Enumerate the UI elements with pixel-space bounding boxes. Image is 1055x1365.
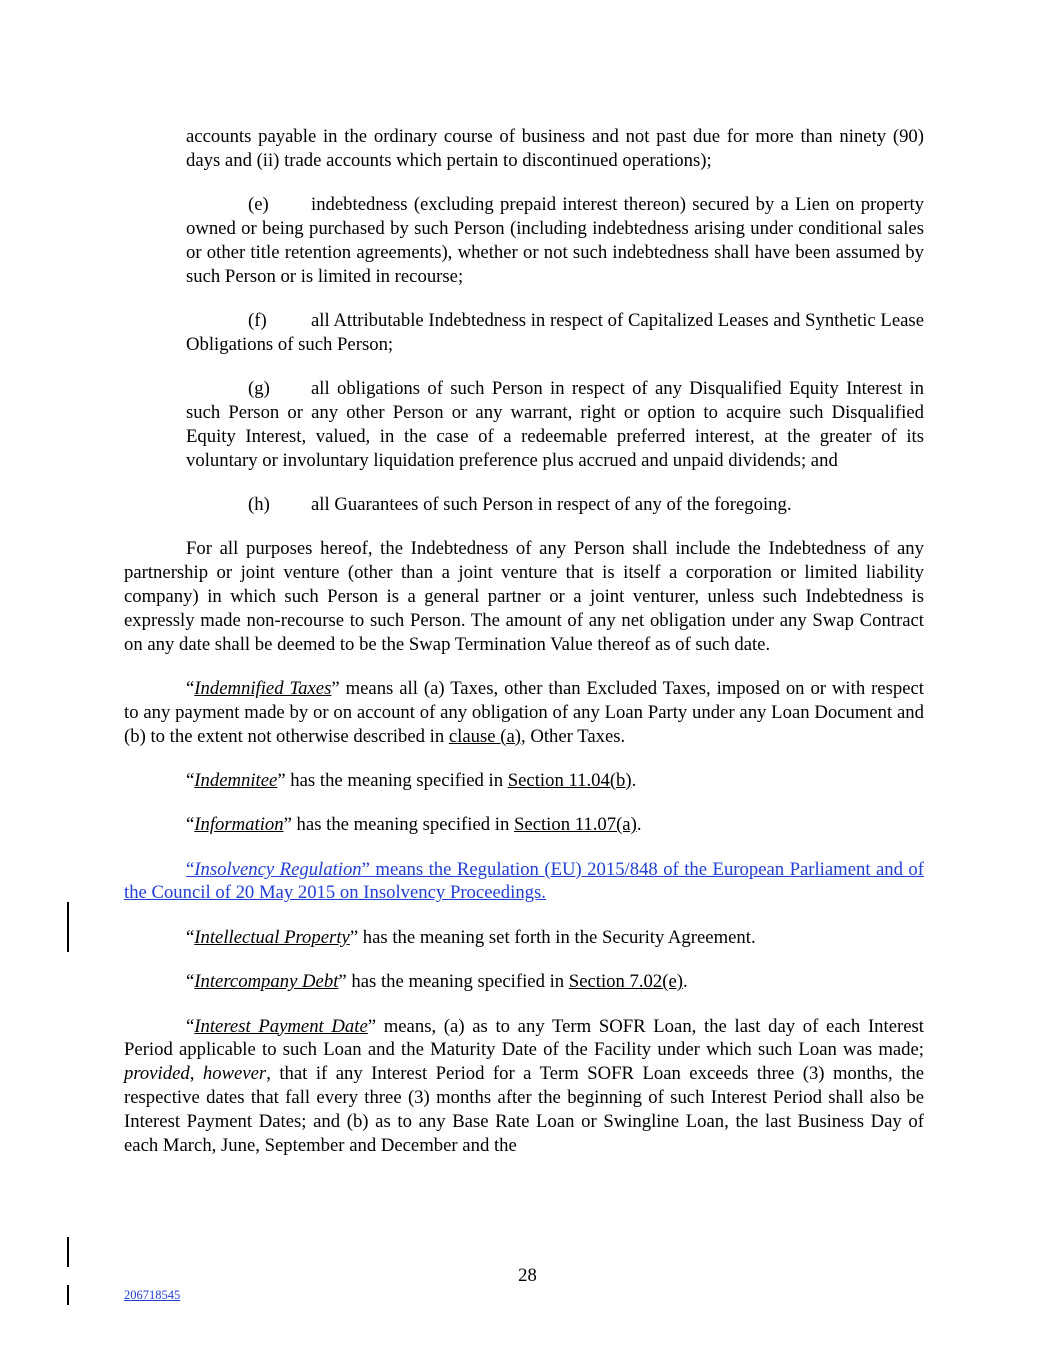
definition-intellectual-property: “Intellectual Property” has the meaning set forth in the Security Agreement.: [186, 926, 756, 948]
cross-reference: Section 11.07(a): [514, 814, 637, 836]
definition-indemnitee: “Indemnitee” has the meaning specified in Section 11.04(b).: [186, 769, 637, 791]
document-id: 206718545: [124, 1288, 181, 1302]
document-body: [124, 125, 924, 1178]
clause-g: (g) all obligations of such Person in respect of any Disqualified Equity Interest in such Person or any other Person or any warrant, right or option to acquire such Disqualified Equity Interest, valued, in the case of a redeemable preferred interest, at the greater of its voluntary or involuntary liquidation preference plus accrued and unpaid dividends; and: [186, 378, 924, 471]
clause-h: (h) all Guarantees of such Person in respect of any of the foregoing.: [248, 493, 792, 515]
definition-indemnified-taxes: “Indemnified Taxes” means all (a) Taxes, other than Excluded Taxes, imposed on or with respect to any payment made by or on account of any obligation of any Loan Party under any Loan Document and (b) to the extent not otherwise described in clause (a), Other Taxes.: [124, 677, 924, 747]
continued-paragraph: accounts payable in the ordinary course of business and not past due for more than ninety (90) days and (ii) trade accounts which pertain to discontinued operations);: [186, 126, 924, 171]
definition-information: “Information” has the meaning specified in Section 11.07(a).: [186, 814, 642, 836]
change-bar: [67, 1285, 69, 1305]
clause-f: (f) all Attributable Indebtedness in respect of Capitalized Leases and Synthetic Lease Obligations of such Person;: [186, 309, 924, 355]
definition-insolvency-regulation-inserted: “Insolvency Regulation” means the Regulation (EU) 2015/848 of the European Parliament and of the Council of 20 May 2015 on Insolvency Proceedings.: [124, 858, 924, 904]
clause-e: (e) indebtedness (excluding prepaid interest thereon) secured by a Lien on property owned or being purchased by such Person (including indebtedness arising under conditional sales or other title retention agreements), whether or not such indebtedness shall have been assumed by such Person or is limited in recourse;: [186, 194, 924, 287]
definition-interest-payment-date: “Interest Payment Date” means, (a) as to any Term SOFR Loan, the last day of each Interest Period applicable to such Loan and the Maturity Date of the Facility under which such Loan was made; provided, however, that if any Interest Period for a Term SOFR Loan exceeds three (3) months, the respective dates that fall every three (3) months after the beginning of such Interest Period shall also be Interest Payment Dates; and (b) as to any Base Rate Loan or Swingline Loan, the last Business Day of each March, June, September and December and the: [124, 1015, 924, 1156]
cross-reference: clause (a): [448, 725, 521, 747]
change-bar: [67, 1237, 69, 1267]
page-number: 28: [518, 1265, 537, 1286]
definition-intercompany-debt: “Intercompany Debt” has the meaning specified in Section 7.02(e).: [186, 971, 688, 993]
cross-reference: Section 7.02(e): [568, 971, 683, 993]
cross-reference: Section 11.04(b): [507, 769, 632, 791]
change-bar: [67, 902, 69, 952]
purposes-paragraph: For all purposes hereof, the Indebtedness of any Person shall include the Indebtedness of any partnership or joint venture (other than a joint venture that is itself a corporation or limited liability company) in which such Person is a general partner or a joint venturer, unless such Indebtedness is expressly made non-recourse to such Person. The amount of any net obligation under any Swap Contract on any date shall be deemed to be the Swap Termination Value thereof as of such date.: [124, 538, 924, 655]
